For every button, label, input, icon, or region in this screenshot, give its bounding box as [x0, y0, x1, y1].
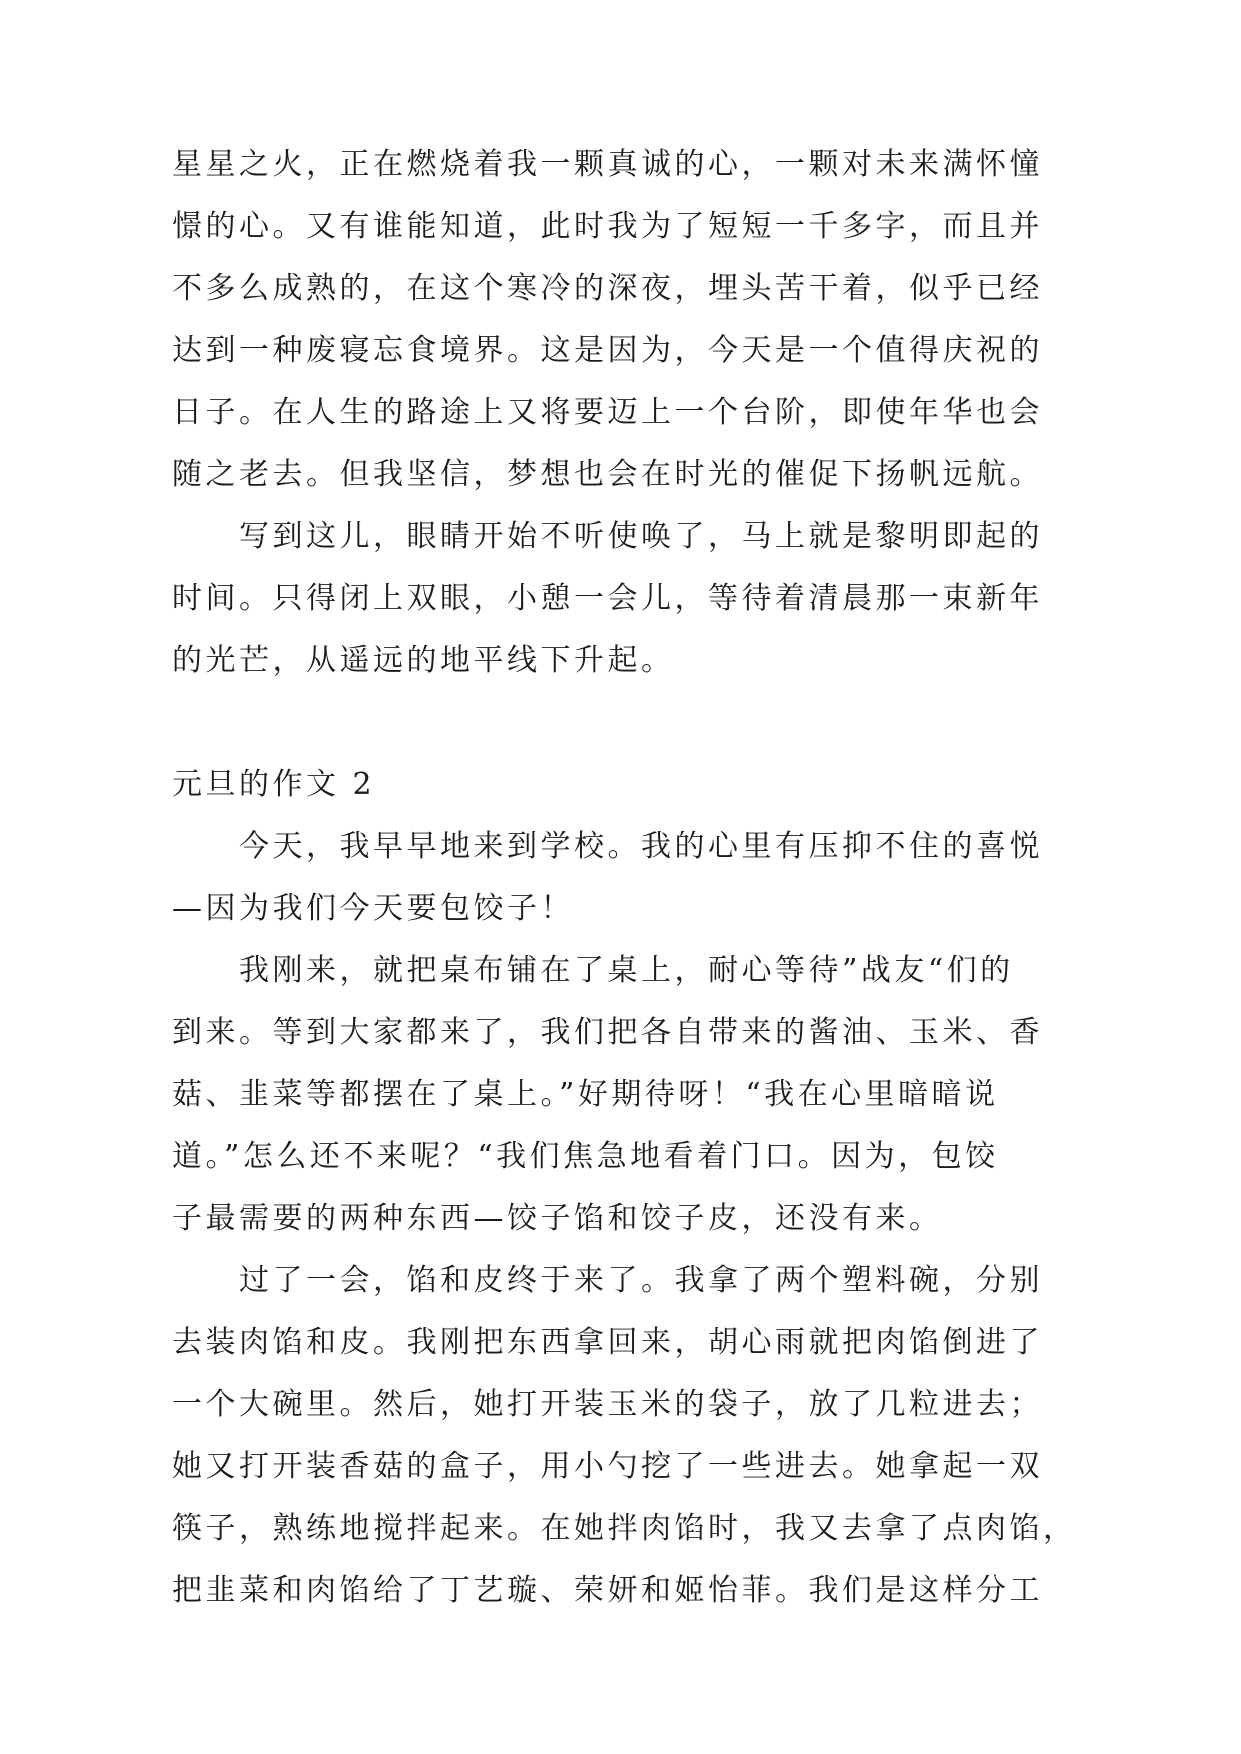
text-line: 写到这儿，眼睛开始不听使唤了，马上就是黎明即起的 [239, 519, 1043, 554]
text-line: 一个大碗里。然后，她打开装玉米的袋子，放了几粒进去； [172, 1387, 1043, 1422]
text-line: 道。”怎么还不来呢？“我们焦急地看着门口。因为，包饺 [172, 1139, 999, 1174]
paragraph [172, 940, 1072, 1250]
text-line: 今天，我早早地来到学校。我的心里有压抑不住的喜悦 [239, 829, 1043, 864]
text-line: 日子。在人生的路途上又将要迈上一个台阶，即使年华也会 [172, 395, 1043, 430]
text-line: 星星之火，正在燃烧着我一颗真诚的心，一颗对未来满怀憧 [172, 147, 1043, 182]
text-line: 到来。等到大家都来了，我们把各自带来的酱油、玉米、香 [172, 1015, 1043, 1050]
text-line: 菇、韭菜等都摆在了桌上。”好期待呀！“我在心里暗暗说 [172, 1077, 999, 1112]
text-line: 不多么成熟的，在这个寒冷的深夜，埋头苦干着，似乎已经 [172, 271, 1043, 306]
paragraph [172, 506, 1072, 692]
essay-2 [172, 754, 1077, 1622]
text-line: 去装肉馅和皮。我刚把东西拿回来，胡心雨就把肉馅倒进了 [172, 1325, 1043, 1360]
essay-title: 元旦的作文 2 [172, 767, 376, 802]
text-line: 达到一种废寝忘食境界。这是因为，今天是一个值得庆祝的 [172, 333, 1043, 368]
text-line: 把韭菜和肉馅给了丁艺璇、荣妍和姬怡菲。我们是这样分工 [172, 1573, 1043, 1608]
essay-continuation [172, 134, 1072, 692]
text-line: 子最需要的两种东西—饺子馅和饺子皮，还没有来。 [172, 1201, 943, 1236]
text-line: 筷子，熟练地搅拌起来。在她拌肉馅时，我又去拿了点肉馅， [172, 1511, 1077, 1546]
paragraph [172, 134, 1072, 506]
text-line: 随之老去。但我坚信，梦想也会在时光的催促下扬帆远航。 [172, 457, 1043, 492]
text-line: —因为我们今天要包饺子！ [172, 891, 574, 926]
text-line: 时间。只得闭上双眼，小憩一会儿，等待着清晨那一束新年 [172, 581, 1043, 616]
paragraph [172, 1250, 1077, 1622]
document-page [172, 134, 1077, 1622]
text-line: 的光芒，从遥远的地平线下升起。 [172, 643, 675, 678]
text-line: 我刚来，就把桌布铺在了桌上，耐心等待”战友“们的 [239, 953, 1014, 988]
text-line: 她又打开装香菇的盒子，用小勺挖了一些进去。她拿起一双 [172, 1449, 1043, 1484]
blank-line [172, 692, 1072, 754]
text-line: 过了一会，馅和皮终于来了。我拿了两个塑料碗，分别 [239, 1263, 1043, 1298]
text-line: 憬的心。又有谁能知道，此时我为了短短一千多字，而且并 [172, 209, 1043, 244]
paragraph [172, 816, 1072, 940]
